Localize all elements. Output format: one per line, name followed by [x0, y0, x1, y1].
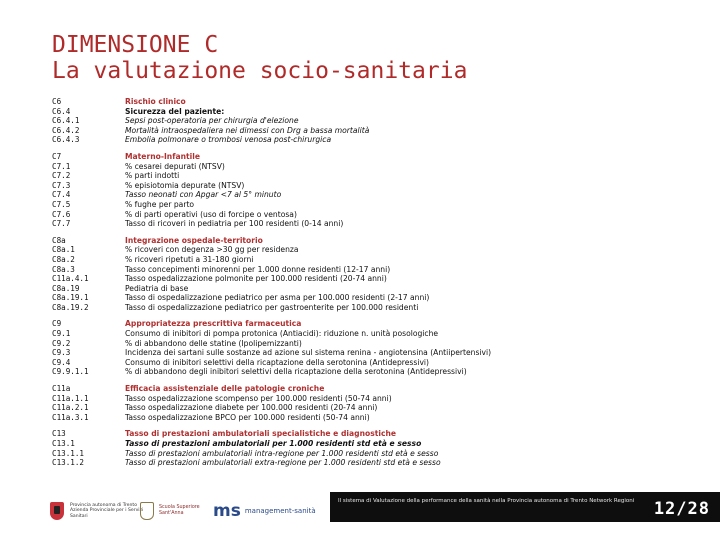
indicator-description: Tasso concepimenti minorenni per 1.000 donne residenti (12-17 anni)	[125, 264, 391, 274]
logo-ssa-text: Scuola Superiore Sant'Anna	[159, 505, 200, 516]
indicator-code: C8a.3	[52, 264, 75, 274]
indicator-list	[52, 97, 702, 475]
indicator-descriptions	[125, 97, 702, 145]
logo-scuola-sant-anna	[140, 496, 219, 526]
indicator-descriptions	[125, 384, 702, 422]
indicator-description: % di abbandono delle statine (Ipolipemizzanti)	[125, 338, 302, 348]
indicator-description: Incidenza dei sartani sulle sostanze ad azione sul sistema renina - angiotensina (Antiipertensivi)	[125, 348, 492, 358]
logo-pat-text: Provincia autonoma di Trento Azienda Provinciale per i Servizi Sanitari	[70, 502, 144, 519]
indicator-code: C8a.19	[52, 283, 80, 293]
footer	[0, 492, 720, 540]
indicator-description: Tasso di prestazioni ambulatoriali extra-regione per 1.000 residenti std età e sesso	[125, 458, 441, 468]
indicator-code: C9.3	[52, 348, 71, 358]
indicator-description: Sepsi post-operatoria per chirurgia d'elezione	[125, 116, 299, 126]
indicator-codes	[52, 384, 125, 422]
section-heading: Rischio clinico	[125, 97, 186, 106]
indicator-code: C7.4	[52, 190, 71, 200]
logo-ms-text: management-sanità	[244, 507, 316, 515]
sant-anna-crest-icon	[140, 502, 154, 520]
section-heading: Appropriatezza prescrittiva farmaceutica	[125, 319, 302, 329]
indicator-description: Consumo di inibitori selettivi della ricaptazione della serotonina (Antidepressivi)	[125, 357, 430, 367]
indicator-description: Tasso ospedalizzazione diabete per 100.000 residenti (20-74 anni)	[125, 403, 378, 413]
section-heading: Integrazione ospedale-territorio	[125, 235, 263, 245]
indicator-code: C6.4.1	[52, 116, 80, 126]
indicator-code: C7.3	[52, 180, 71, 190]
indicator-code: C13.1	[52, 439, 75, 448]
footer-bar-text: Il sistema di Valutazione della performance della sanità nella Provincia autonoma di Trento Network Regioni	[338, 498, 635, 504]
indicator-description: Sicurezza del paziente:	[125, 106, 225, 116]
indicator-description: Mortalità intraospedaliera nei dimessi con Drg a bassa mortalità	[125, 125, 370, 135]
indicator-code: C8a.2	[52, 254, 75, 264]
indicator-description: % di parti operativi (uso di forcipe o ventosa)	[125, 209, 297, 219]
section-heading: Materno-Infantile	[125, 151, 201, 161]
indicator-code: C6.4	[52, 106, 71, 116]
section-heading: Efficacia assistenziale delle patologie croniche	[125, 384, 325, 394]
indicator-description: Tasso di ospedalizzazione pediatrico per gastroenterite per 100.000 residenti	[125, 302, 419, 312]
indicator-codes	[52, 319, 125, 377]
ms-logo-icon: ms	[213, 501, 241, 521]
indicator-code: C11a.2.1	[52, 403, 89, 413]
section-heading: Tasso di prestazioni ambulatoriali specialistiche e diagnostiche	[125, 429, 397, 439]
indicator-code: C13.1.2	[52, 458, 85, 468]
indicator-description: Tasso neonati con Apgar <7 al 5° minuto	[125, 190, 282, 200]
indicator-code: C11a.3.1	[52, 412, 89, 422]
indicator-code: C7.2	[52, 171, 71, 181]
indicator-code: C8a	[52, 235, 66, 245]
indicator-description: % fughe per parto	[125, 199, 195, 209]
indicator-code: C9	[52, 319, 62, 329]
indicator-code: C7.7	[52, 219, 71, 229]
indicator-codes	[52, 97, 125, 145]
indicator-codes	[52, 152, 125, 229]
indicator-code: C7.5	[52, 199, 71, 209]
indicator-descriptions	[125, 429, 702, 467]
indicator-descriptions	[125, 152, 702, 229]
indicator-description: % di abbandono degli inibitori selettivi della ricaptazione della serotonina (Antidepressivi)	[125, 367, 467, 377]
indicator-description: Tasso ospedalizzazione polmonite per 100.000 residenti (20-74 anni)	[125, 274, 387, 284]
logo-management-sanita	[213, 496, 316, 526]
page-number: 12/28	[653, 499, 710, 519]
footer-bar	[330, 492, 720, 522]
indicator-description: % ricoveri ripetuti a 31-180 giorni	[125, 254, 254, 264]
indicator-description: % episiotomia depurate (NTSV)	[125, 180, 245, 190]
indicator-codes	[52, 429, 125, 467]
indicator-descriptions	[125, 236, 702, 313]
indicator-code: C9.4	[52, 357, 71, 367]
indicator-description: Tasso di ricoveri in pediatria per 100 residenti (0-14 anni)	[125, 219, 344, 229]
indicator-section	[52, 384, 702, 422]
indicator-section	[52, 97, 702, 145]
slide-title	[52, 32, 467, 84]
indicator-code: C6	[52, 97, 62, 106]
indicator-codes	[52, 236, 125, 313]
indicator-description: Tasso di ospedalizzazione pediatrico per asma per 100.000 residenti (2-17 anni)	[125, 293, 430, 303]
indicator-description: Tasso ospedalizzazione BPCO per 100.000 residenti (50-74 anni)	[125, 412, 370, 422]
indicator-code: C7.6	[52, 209, 71, 219]
indicator-code: C13.1.1	[52, 448, 85, 458]
title-line-1: DIMENSIONE C	[52, 32, 219, 58]
indicator-code: C6.4.3	[52, 135, 80, 145]
indicator-code: C9.2	[52, 338, 71, 348]
indicator-description: % ricoveri con degenza >30 gg per residenza	[125, 245, 299, 255]
indicator-description: Tasso ospedalizzazione scompenso per 100.000 residenti (50-74 anni)	[125, 393, 392, 403]
indicator-description: % cesarei depurati (NTSV)	[125, 161, 225, 171]
indicator-description: Tasso di prestazioni ambulatoriali per 1.000 residenti std età e sesso	[125, 439, 422, 448]
indicator-section	[52, 429, 702, 467]
indicator-description: Consumo di inibitori di pompa protonica (Antiacidi): riduzione n. unità posologiche	[125, 329, 439, 339]
indicator-description: Tasso di prestazioni ambulatoriali intra-regione per 1.000 residenti std età e sesso	[125, 448, 439, 458]
indicator-description: Embolia polmonare o trombosi venosa post-chirurgica	[125, 135, 332, 145]
indicator-code: C13	[52, 429, 66, 439]
indicator-code: C7	[52, 151, 62, 161]
indicator-code: C11a.4.1	[52, 274, 89, 284]
indicator-section	[52, 319, 702, 377]
indicator-descriptions	[125, 319, 702, 377]
indicator-section	[52, 236, 702, 313]
indicator-code: C8a.19.2	[52, 302, 89, 312]
indicator-code: C8a.1	[52, 245, 75, 255]
indicator-code: C8a.19.1	[52, 293, 89, 303]
indicator-code: C7.1	[52, 161, 71, 171]
indicator-code: C11a.1.1	[52, 393, 89, 403]
indicator-description: % parti indotti	[125, 171, 180, 181]
indicator-code: C9.1	[52, 329, 71, 339]
indicator-code: C9.9.1.1	[52, 367, 89, 377]
title-line-2: La valutazione socio-sanitaria	[52, 58, 468, 84]
indicator-code: C11a	[52, 384, 71, 394]
logo-provincia-trento	[50, 496, 150, 526]
indicator-description: Pediatria di base	[125, 283, 189, 293]
indicator-section	[52, 152, 702, 229]
indicator-code: C6.4.2	[52, 125, 80, 135]
trento-shield-icon	[50, 502, 64, 520]
